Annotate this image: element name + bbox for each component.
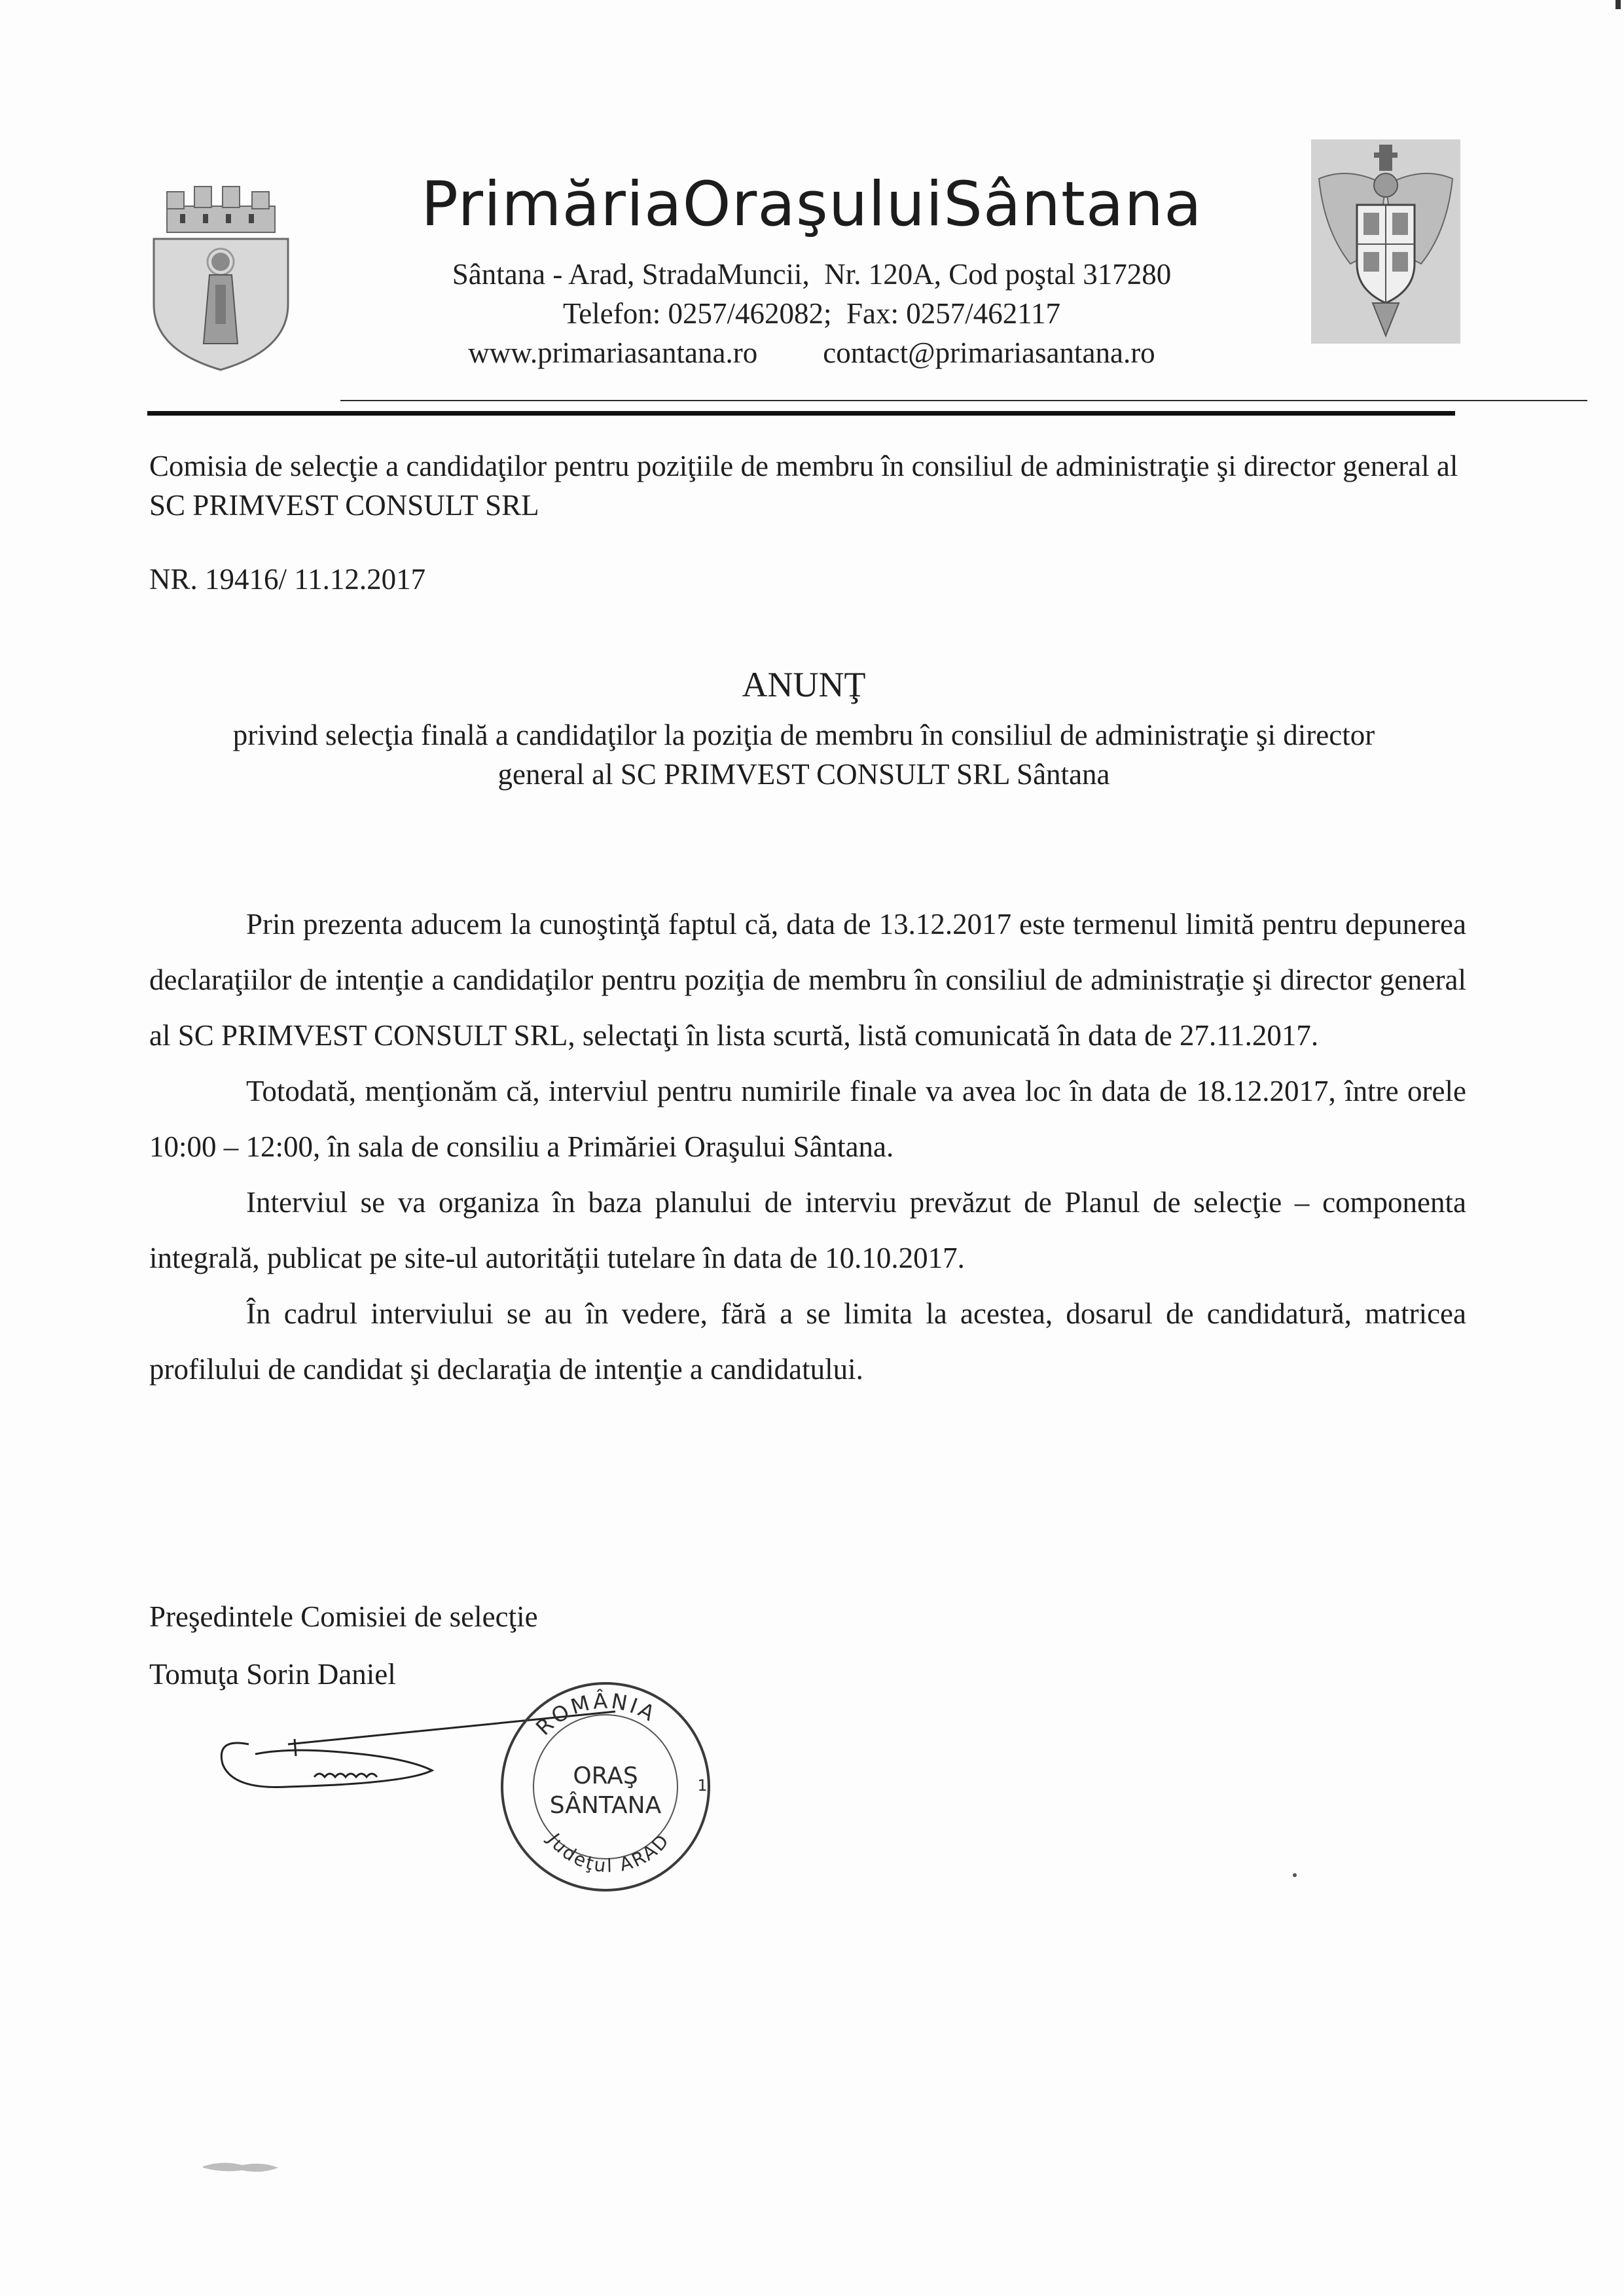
romania-coat-of-arms-icon xyxy=(1311,139,1460,344)
institution-address: Sântana - Arad, StradaMuncii, Nr. 120A, Cod poştal 317280 xyxy=(452,258,1172,291)
commission-heading: Comisia de selecţie a candidaţilor pentru poziţiile de membru în consiliul de administraţie şi director general al SC PRIMVEST CONSULT SRL xyxy=(149,450,1458,522)
website-link[interactable]: www.primariasantana.ro xyxy=(468,336,758,369)
scan-speck xyxy=(1293,1873,1297,1877)
scan-smudge xyxy=(203,2153,281,2179)
header-rule-thin xyxy=(340,400,1587,401)
body-paragraph-2: Totodată, menţionăm că, interviul pentru numirile finale va avea loc în data de 18.12.2017, între orele 10:00 – 12:00, în sala de consiliu a Primăriei Oraşului Sântana. xyxy=(149,1075,1466,1163)
email-link[interactable]: contact@primariasantana.ro xyxy=(823,336,1155,369)
header-rule-thick xyxy=(147,411,1455,416)
stamp-mark: 1 xyxy=(697,1776,708,1795)
announcement-body xyxy=(149,897,1466,1397)
institution-title: PrimăriaOraşuluiSântana xyxy=(421,169,1202,240)
scan-edge-mark xyxy=(1615,0,1621,9)
svg-text:ROMÂNIA xyxy=(531,1689,661,1740)
announcement-title: ANUNŢ xyxy=(742,665,866,704)
body-paragraph-1: Prin prezenta aducem la cunoştinţă faptul că, data de 13.12.2017 este termenul limită pentru depunerea declaraţiilor de intenţie a candidaţilor pentru poziţia de membru în consiliul de administraţie şi director general al SC PRIMVEST CONSULT SRL, selectaţi în lista scurtă, listă comunicată în data de 27.11.2017. xyxy=(149,908,1466,1052)
signatory-role: Preşedintele Comisiei de selecţie xyxy=(149,1600,538,1633)
santana-coat-of-arms-icon xyxy=(147,180,295,373)
signatory-name: Tomuţa Sorin Daniel xyxy=(149,1658,396,1691)
institution-contacts xyxy=(340,336,1283,370)
registration-number: NR. 19416/ 11.12.2017 xyxy=(149,563,426,596)
stamp-bottom-arc: Judeţul ARAD xyxy=(543,1829,674,1877)
announcement-subtitle-line1: privind selecţia finală a candidaţilor la poziţia de membru în consiliul de administraţie şi director xyxy=(232,719,1375,751)
svg-text:Judeţul ARAD xyxy=(543,1828,674,1876)
announcement-subtitle xyxy=(149,715,1458,794)
institution-phone-fax: Telefon: 0257/462082; Fax: 0257/462117 xyxy=(562,297,1061,330)
body-paragraph-3: Interviul se va organiza în baza planului de interviu prevăzut de Planul de selecţie – componenta integrală, publicat pe site-ul autorităţii tutelare în data de 10.10.2017. xyxy=(149,1186,1466,1274)
stamp-line-1: ORAŞ xyxy=(573,1763,638,1789)
stamp-top-arc: ROMÂNIA xyxy=(531,1688,662,1740)
body-paragraph-4: În cadrul interviului se au în vedere, fără a se limita la acestea, dosarul de candidatură, matricea profilului de candidat şi declaraţia de intenţie a candidatului. xyxy=(149,1297,1466,1386)
official-stamp xyxy=(494,1676,717,1898)
stamp-line-2: SÂNTANA xyxy=(549,1792,662,1819)
announcement-subtitle-line2: general al SC PRIMVEST CONSULT SRL Sântana xyxy=(497,758,1110,791)
